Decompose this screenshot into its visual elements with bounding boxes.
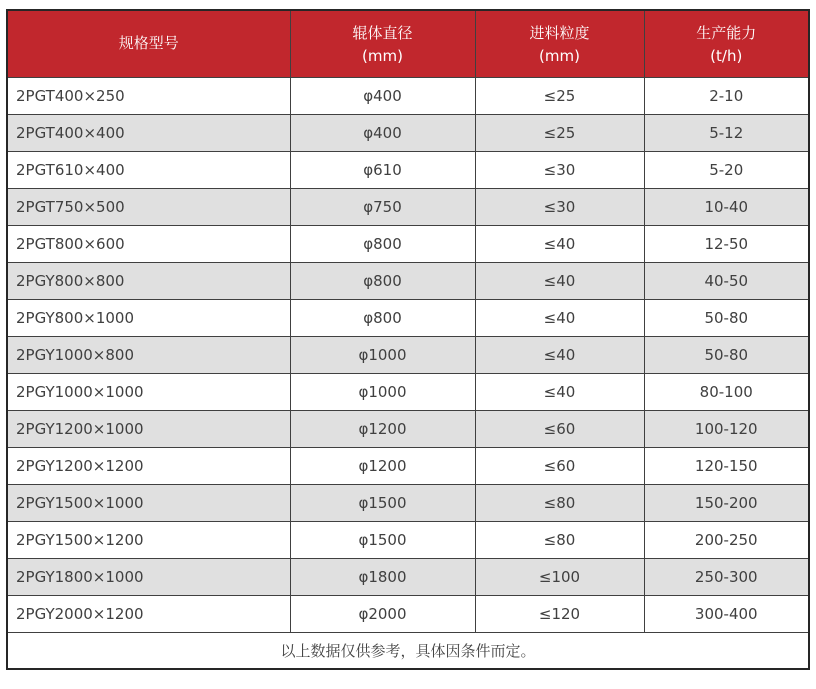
cell-feed-size: ≤60 [475, 447, 644, 484]
cell-model: 2PGY1200×1200 [7, 447, 290, 484]
col-header-roller-diameter-unit: (mm) [362, 47, 403, 65]
cell-model: 2PGT750×500 [7, 188, 290, 225]
table-footer [7, 632, 809, 669]
table-row [7, 151, 809, 188]
cell-model: 2PGY1500×1200 [7, 521, 290, 558]
footer-row [7, 632, 809, 669]
cell-roller-diameter: φ1000 [290, 336, 475, 373]
cell-model: 2PGT400×400 [7, 114, 290, 151]
cell-model: 2PGY1000×800 [7, 336, 290, 373]
table-row [7, 77, 809, 114]
table-row [7, 558, 809, 595]
cell-capacity: 5-20 [644, 151, 809, 188]
cell-roller-diameter: φ800 [290, 225, 475, 262]
col-header-capacity-label: 生产能力 [696, 23, 757, 42]
table-row [7, 521, 809, 558]
cell-capacity: 50-80 [644, 299, 809, 336]
cell-capacity: 300-400 [644, 595, 809, 632]
cell-capacity: 80-100 [644, 373, 809, 410]
table-row [7, 299, 809, 336]
col-header-roller-diameter-label: 辊体直径 [352, 23, 413, 42]
cell-capacity: 100-120 [644, 410, 809, 447]
col-header-capacity-unit: (t/h) [710, 47, 743, 65]
cell-capacity: 40-50 [644, 262, 809, 299]
cell-model: 2PGY1000×1000 [7, 373, 290, 410]
cell-feed-size: ≤40 [475, 373, 644, 410]
table-row [7, 262, 809, 299]
cell-capacity: 5-12 [644, 114, 809, 151]
col-header-feed-size-unit: (mm) [539, 47, 580, 65]
col-header-roller-diameter [290, 10, 475, 77]
cell-feed-size: ≤30 [475, 151, 644, 188]
cell-roller-diameter: φ610 [290, 151, 475, 188]
cell-feed-size: ≤40 [475, 225, 644, 262]
footer-note: 以上数据仅供参考，具体因条件而定。 [7, 632, 809, 669]
col-header-feed-size [475, 10, 644, 77]
spec-table [6, 9, 810, 670]
cell-roller-diameter: φ750 [290, 188, 475, 225]
table-row [7, 595, 809, 632]
cell-feed-size: ≤40 [475, 299, 644, 336]
cell-roller-diameter: φ1200 [290, 447, 475, 484]
table-body [7, 77, 809, 632]
table-row [7, 114, 809, 151]
cell-capacity: 10-40 [644, 188, 809, 225]
cell-model: 2PGY1200×1000 [7, 410, 290, 447]
cell-roller-diameter: φ800 [290, 299, 475, 336]
cell-feed-size: ≤100 [475, 558, 644, 595]
cell-feed-size: ≤40 [475, 336, 644, 373]
cell-feed-size: ≤80 [475, 521, 644, 558]
cell-roller-diameter: φ2000 [290, 595, 475, 632]
cell-feed-size: ≤80 [475, 484, 644, 521]
table-row [7, 225, 809, 262]
table-row [7, 484, 809, 521]
col-header-capacity [644, 10, 809, 77]
cell-roller-diameter: φ1500 [290, 521, 475, 558]
cell-model: 2PGT800×600 [7, 225, 290, 262]
cell-roller-diameter: φ1000 [290, 373, 475, 410]
header-row [7, 10, 809, 77]
cell-capacity: 2-10 [644, 77, 809, 114]
table-row [7, 410, 809, 447]
table-row [7, 373, 809, 410]
cell-model: 2PGT400×250 [7, 77, 290, 114]
table-header [7, 10, 809, 77]
cell-feed-size: ≤40 [475, 262, 644, 299]
cell-feed-size: ≤25 [475, 77, 644, 114]
cell-feed-size: ≤30 [475, 188, 644, 225]
cell-roller-diameter: φ1800 [290, 558, 475, 595]
cell-capacity: 150-200 [644, 484, 809, 521]
cell-model: 2PGY800×1000 [7, 299, 290, 336]
cell-roller-diameter: φ400 [290, 77, 475, 114]
cell-model: 2PGT610×400 [7, 151, 290, 188]
cell-roller-diameter: φ1500 [290, 484, 475, 521]
cell-model: 2PGY1500×1000 [7, 484, 290, 521]
cell-capacity: 50-80 [644, 336, 809, 373]
col-header-feed-size-label: 进料粒度 [529, 23, 590, 42]
cell-capacity: 12-50 [644, 225, 809, 262]
cell-roller-diameter: φ400 [290, 114, 475, 151]
table-row [7, 336, 809, 373]
cell-feed-size: ≤120 [475, 595, 644, 632]
cell-roller-diameter: φ1200 [290, 410, 475, 447]
cell-model: 2PGY800×800 [7, 262, 290, 299]
table-row [7, 447, 809, 484]
table-row [7, 188, 809, 225]
cell-feed-size: ≤25 [475, 114, 644, 151]
cell-capacity: 250-300 [644, 558, 809, 595]
cell-model: 2PGY1800×1000 [7, 558, 290, 595]
cell-roller-diameter: φ800 [290, 262, 475, 299]
cell-feed-size: ≤60 [475, 410, 644, 447]
cell-capacity: 200-250 [644, 521, 809, 558]
cell-capacity: 120-150 [644, 447, 809, 484]
cell-model: 2PGY2000×1200 [7, 595, 290, 632]
col-header-model-label: 规格型号 [118, 34, 179, 52]
col-header-model [7, 10, 290, 77]
